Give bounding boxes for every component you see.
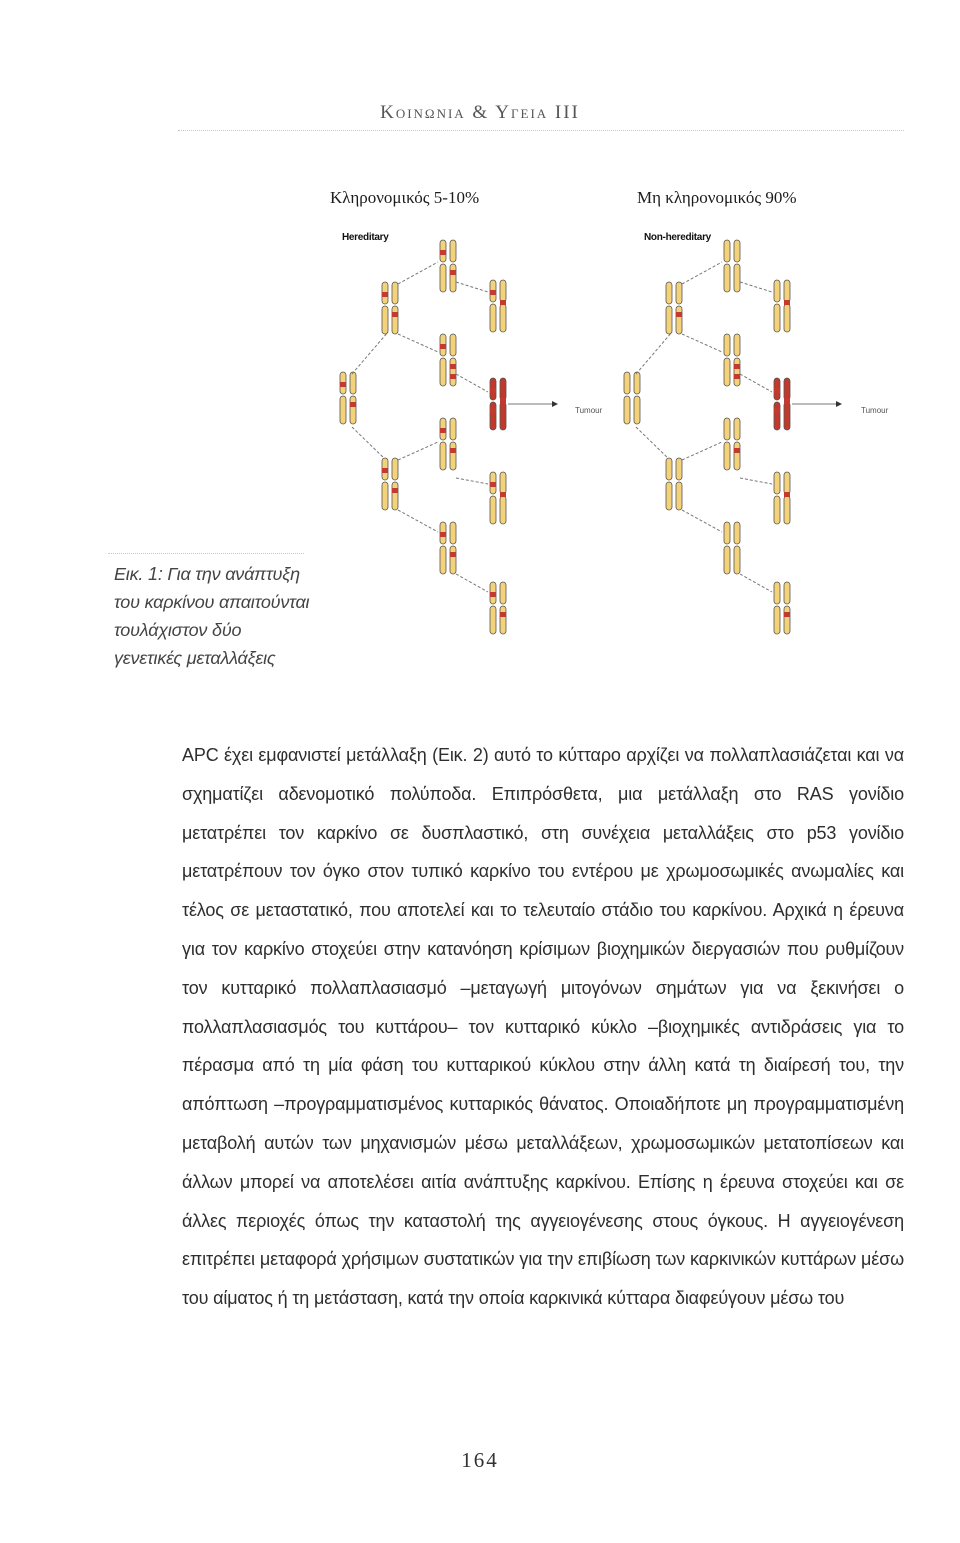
lineage-line xyxy=(456,374,488,392)
chromosome xyxy=(774,606,780,634)
chromosome xyxy=(724,358,730,386)
chromosome xyxy=(784,606,790,634)
chromosome xyxy=(724,546,730,574)
lineage-line xyxy=(456,282,488,292)
chromosome xyxy=(724,240,730,262)
chromosome xyxy=(734,334,740,356)
lineage-line xyxy=(352,332,388,374)
chromosome xyxy=(676,482,682,510)
lineage-line xyxy=(398,442,438,460)
chromosome xyxy=(450,522,456,544)
caption-divider xyxy=(108,553,304,554)
mutation-band xyxy=(774,388,780,393)
chromosome xyxy=(734,240,740,262)
chromosome xyxy=(450,240,456,262)
chromosome xyxy=(500,472,506,494)
body-paragraph: APC έχει εμφανιστεί μετάλλαξη (Εικ. 2) αυτό το κύτταρο αρχίζει να πολλαπλασιάζεται και να σχηματίζει αδενομοτικό πολύποδα. Επιπρόσθετα, μια μετάλλαξη στο RAS γονίδιο μετατρέπει τον καρκίνο σε δυσπλαστικό, στη συνέχεια μεταλλάξεις στο p53 γονίδιο μετατρέπουν τον όγκο στον τυπικό καρκίνο του εντέρου με χρωμοσωμικές ανωμαλίες και τέλος σε μεταστατικό, που αποτελεί και το τελευταίο στάδιο του καρκίνου. Αρχικά η έρευνα για τον καρκίνο στοχεύει στην κατανόηση κρίσιμων βιοχημικών διεργασιών που ρυθμίζουν τον κυτταρικό πολλαπλασιασμό –μεταγωγή μιτογόνων σημάτων για να ξεκινήσει ο πολλαπλασιασμός του κυττάρου– τον κυτταρικό κύκλο –βιοχημικές αντιδράσεις για το πέρασμα από τη μία φάση του κυτταρικού κύκλου στην άλλη κατά τη διαίρεσή του, την απόπτωση –προγραμματισμένος κυτταρικός θάνατος. Οποιαδήποτε μη προγραμματισμένη μεταβολή αυτών των μηχανισμών μέσω μεταλλάξεων, χρωμοσωμικών μετατοπίσεων και άλλων μπορεί να αποτελέσει αιτία ανάπτυξης καρκίνου. Επίσης η έρευνα στοχεύει και σε άλλες περιοχές όπως την καταστολή της αγγειογένεσης στους όγκους. Η αγγειογένεση επιτρέπει μεταφορά χρήσιμων συστατικών για την επιβίωση των καρκινικών κυττάρων μέσω του αίματος ή τη μετάσταση, κατά την οποία καρκινικά κύτταρα διαφεύγουν μέσω του xyxy=(182,745,904,1309)
lineage-line xyxy=(740,282,772,292)
chromosome xyxy=(724,264,730,292)
mutation-band xyxy=(500,398,506,403)
lineage-line xyxy=(352,427,388,462)
chromosome xyxy=(724,418,730,440)
lineage-line xyxy=(740,574,772,592)
mutation-band xyxy=(500,492,506,497)
mutation-band xyxy=(676,312,682,317)
chromosome xyxy=(350,396,356,424)
mutation-band xyxy=(440,344,446,349)
mutation-band xyxy=(382,468,388,473)
chromosome xyxy=(784,378,790,400)
mutation-band xyxy=(734,448,740,453)
lineage-line xyxy=(740,374,772,392)
non-hereditary-heading: Μη κληρονομικός 90% xyxy=(637,188,797,207)
mutation-band xyxy=(490,408,496,413)
mutation-band xyxy=(440,532,446,537)
chromosome xyxy=(666,282,672,304)
chromosome xyxy=(774,472,780,494)
chromosome xyxy=(392,482,398,510)
page-number: 164 xyxy=(461,1448,499,1472)
chromosome xyxy=(784,280,790,302)
mutation-band xyxy=(784,300,790,305)
body-text xyxy=(182,736,904,1318)
mutation-band xyxy=(450,374,456,379)
mutation-band xyxy=(450,448,456,453)
chromosome xyxy=(774,304,780,332)
arrow-head xyxy=(836,401,842,407)
chromosome xyxy=(450,546,456,574)
chromosome xyxy=(734,358,740,386)
chromosome xyxy=(450,442,456,470)
chromosome xyxy=(392,282,398,304)
chromosome xyxy=(666,306,672,334)
mutation-band xyxy=(450,364,456,369)
chromosome xyxy=(666,482,672,510)
chromosome xyxy=(500,582,506,604)
chromosome-figure xyxy=(328,222,914,662)
mutation-band xyxy=(490,482,496,487)
mutation-band xyxy=(490,290,496,295)
mutation-band xyxy=(440,250,446,255)
chromosome xyxy=(634,396,640,424)
mutation-band xyxy=(500,612,506,617)
mutation-band xyxy=(450,270,456,275)
lineage-line xyxy=(456,478,488,484)
lineage-line xyxy=(740,478,772,484)
chromosome xyxy=(500,378,506,400)
lineage-line xyxy=(636,332,672,374)
chromosome xyxy=(784,402,790,430)
chromosome xyxy=(450,264,456,292)
hereditary-label: Hereditary xyxy=(342,232,389,243)
chromosome xyxy=(500,280,506,302)
mutation-band xyxy=(490,592,496,597)
mutation-band xyxy=(784,612,790,617)
hereditary-heading: Κληρονομικός 5-10% xyxy=(330,188,480,207)
chromosome xyxy=(450,418,456,440)
chromosome xyxy=(500,606,506,634)
mutation-band xyxy=(340,382,346,387)
lineage-line xyxy=(456,574,488,592)
mutation-band xyxy=(784,492,790,497)
cell-lineage-diagram xyxy=(328,222,914,662)
chromosome xyxy=(490,304,496,332)
non-hereditary-label: Non-hereditary xyxy=(644,232,711,243)
lineage-line xyxy=(398,510,438,532)
lineage-line xyxy=(682,442,722,460)
chromosome xyxy=(784,304,790,332)
chromosome xyxy=(734,546,740,574)
running-header: Κοινωνια & Υγεια III xyxy=(380,102,580,123)
chromosome xyxy=(382,306,388,334)
chromosome xyxy=(450,358,456,386)
chromosome xyxy=(724,334,730,356)
chromosome xyxy=(734,522,740,544)
header-divider xyxy=(178,130,904,131)
chromosome xyxy=(490,402,496,430)
chromosome xyxy=(440,264,446,292)
chromosome xyxy=(382,482,388,510)
mutation-band xyxy=(774,408,780,413)
chromosome xyxy=(500,402,506,430)
chromosome xyxy=(734,442,740,470)
chromosome xyxy=(784,582,790,604)
chromosome xyxy=(676,282,682,304)
chromosome xyxy=(676,306,682,334)
mutation-band xyxy=(382,292,388,297)
tumour-label-non-hereditary: Tumour xyxy=(861,406,889,415)
chromosome xyxy=(676,458,682,480)
chromosome xyxy=(774,496,780,524)
mutation-band xyxy=(450,552,456,557)
chromosome xyxy=(734,418,740,440)
chromosome xyxy=(784,496,790,524)
mutation-band xyxy=(490,388,496,393)
chromosome xyxy=(724,442,730,470)
chromosome xyxy=(774,582,780,604)
chromosome xyxy=(340,396,346,424)
mutation-band xyxy=(734,374,740,379)
mutation-band xyxy=(734,364,740,369)
chromosome xyxy=(392,458,398,480)
lineage-line xyxy=(682,262,722,284)
mutation-band xyxy=(350,402,356,407)
mutation-band xyxy=(440,428,446,433)
chromosome xyxy=(500,496,506,524)
chromosome xyxy=(666,458,672,480)
chromosome xyxy=(774,402,780,430)
chromosome xyxy=(392,306,398,334)
chromosome xyxy=(440,546,446,574)
lineage-line xyxy=(682,334,722,352)
arrow-head xyxy=(552,401,558,407)
chromosome xyxy=(350,372,356,394)
chromosome xyxy=(634,372,640,394)
lineage-line xyxy=(636,427,672,462)
chromosome xyxy=(734,264,740,292)
lineage-line xyxy=(682,510,722,532)
chromosome xyxy=(624,372,630,394)
chromosome xyxy=(784,472,790,494)
mutation-band xyxy=(392,312,398,317)
chromosome xyxy=(440,442,446,470)
chromosome xyxy=(500,304,506,332)
chromosome xyxy=(774,280,780,302)
chromosome xyxy=(450,334,456,356)
lineage-line xyxy=(398,262,438,284)
chromosome xyxy=(490,606,496,634)
chromosome xyxy=(624,396,630,424)
tumour-label-hereditary: Tumour xyxy=(575,406,603,415)
mutation-band xyxy=(500,300,506,305)
mutation-band xyxy=(392,488,398,493)
chromosome xyxy=(724,522,730,544)
lineage-line xyxy=(398,334,438,352)
mutation-band xyxy=(784,398,790,403)
figure-caption: Εικ. 1: Για την ανάπτυξη του καρκίνου απαιτούνται τουλάχιστον δύο γενετικές μεταλλάξεις xyxy=(114,564,310,668)
chromosome xyxy=(440,358,446,386)
chromosome xyxy=(490,496,496,524)
